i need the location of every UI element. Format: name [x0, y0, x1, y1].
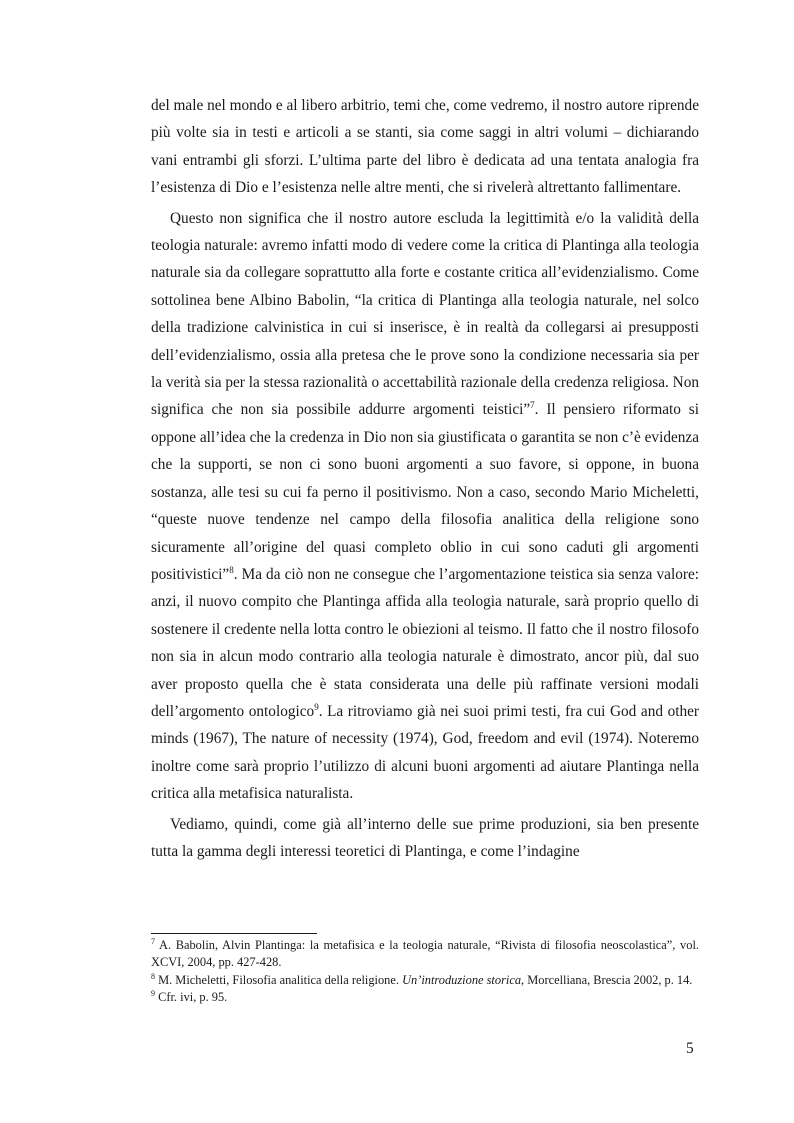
- footnote-ref-9[interactable]: 9: [314, 701, 319, 712]
- paragraph-2-part3: . Ma da ciò non ne consegue che l’argomentazione teistica sia senza valore: anzi, il nuovo compito che Plantinga affida alla teologia naturale, sarà proprio quello di sostenere il credente nella lotta contro le obiezioni al teismo. Il fatto che il nostro filosofo non sia in alcun modo contrario alla teologia naturale è dimostrato, ancor più, dal suo aver proposto quella che è stata considerata una delle più raffinate versioni modali dell’argomento ontologico: [151, 565, 699, 720]
- footnote-ref-8[interactable]: 8: [229, 564, 234, 575]
- footnote-separator: [151, 933, 317, 934]
- footnote-ref-7[interactable]: 7: [530, 400, 535, 411]
- footnote-text: M. Micheletti, Filosofia analitica della religione.: [155, 972, 403, 987]
- footnote-number: 8: [151, 971, 155, 981]
- footnote-text-after: , Morcelliana, Brescia 2002, p. 14.: [521, 972, 693, 987]
- footnote-text: Cfr. ivi, p. 95.: [155, 990, 228, 1005]
- footnotes: [151, 937, 699, 1007]
- paragraph-3: [151, 811, 699, 866]
- footnote-text: A. Babolin, Alvin Plantinga: la metafisica e la teologia naturale, “Rivista di filosofia neoscolastica”, vol. XCVI, 2004, pp. 427-428.: [151, 938, 699, 970]
- body-text: [151, 92, 699, 865]
- footnote-9: [151, 989, 699, 1006]
- paragraph-2-part1: Questo non significa che il nostro autore escluda la legittimità e/o la validità della teologia naturale: avremo infatti modo di vedere come la critica di Plantinga alla teologia naturale sia da collegare soprattutto alla forte e costante critica all’evidenzialismo. Come sottolinea bene Albino Babolin, “la critica di Plantinga alla teologia naturale, nel solco della tradizione calvinistica in cui si inserisce, è in realtà da collegarsi ai presupposti dell’evidenzialismo, ossia alla pretesa che le prove sono la condizione necessaria sia per la verità sia per la stessa razionalità o accettabilità razionale della credenza religiosa. Non significa che non sia possibile addurre argomenti teistici”: [151, 209, 699, 419]
- paragraph-1: [151, 92, 699, 202]
- footnote-7: [151, 937, 699, 972]
- footnote-italic-title: Un’introduzione storica: [402, 972, 522, 987]
- paragraph-2: [151, 205, 699, 808]
- footnote-number: 9: [151, 989, 155, 999]
- page-number: 5: [686, 1040, 694, 1057]
- paragraph-3-text: Vediamo, quindi, come già all’interno delle sue prime produzioni, sia ben presente tutta la gamma degli interessi teoretici di Plantinga, e come l’indagine: [151, 815, 699, 860]
- footnote-8: [151, 972, 699, 989]
- footnote-number: 7: [151, 937, 155, 946]
- paragraph-1-text: del male nel mondo e al libero arbitrio, temi che, come vedremo, il nostro autore riprende più volte sia in testi e articoli a se stanti, sia come saggi in altri volumi – dichiarando vani entrambi gli sforzi. L’ultima parte del libro è dedicata ad una tentata analogia fra l’esistenza di Dio e l’esistenza nelle altre menti, che si rivelerà altrettanto fallimentare.: [151, 97, 699, 197]
- paragraph-2-part2: . Il pensiero riformato si oppone all’idea che la credenza in Dio non sia giustificata o garantita se non c’è evidenza che la supporti, se non ci sono buoni argomenti a suo favore, si oppone, in buona sostanza, alle tesi su cui fa perno il positivismo. Non a caso, secondo Mario Micheletti, “queste nuove tendenze nel campo della filosofia analitica della religione sono sicuramente all’origine del quasi completo oblio in cui sono caduti gli argomenti positivistici”: [151, 401, 699, 583]
- paragraph-2-part4: . La ritroviamo già nei suoi primi testi, fra cui God and other minds (1967), The nature of necessity (1974), God, freedom and evil (1974). Noteremo inoltre come sarà proprio l’utilizzo di alcuni buoni argomenti ad aiutare Plantinga nella critica alla metafisica naturalista.: [151, 702, 699, 803]
